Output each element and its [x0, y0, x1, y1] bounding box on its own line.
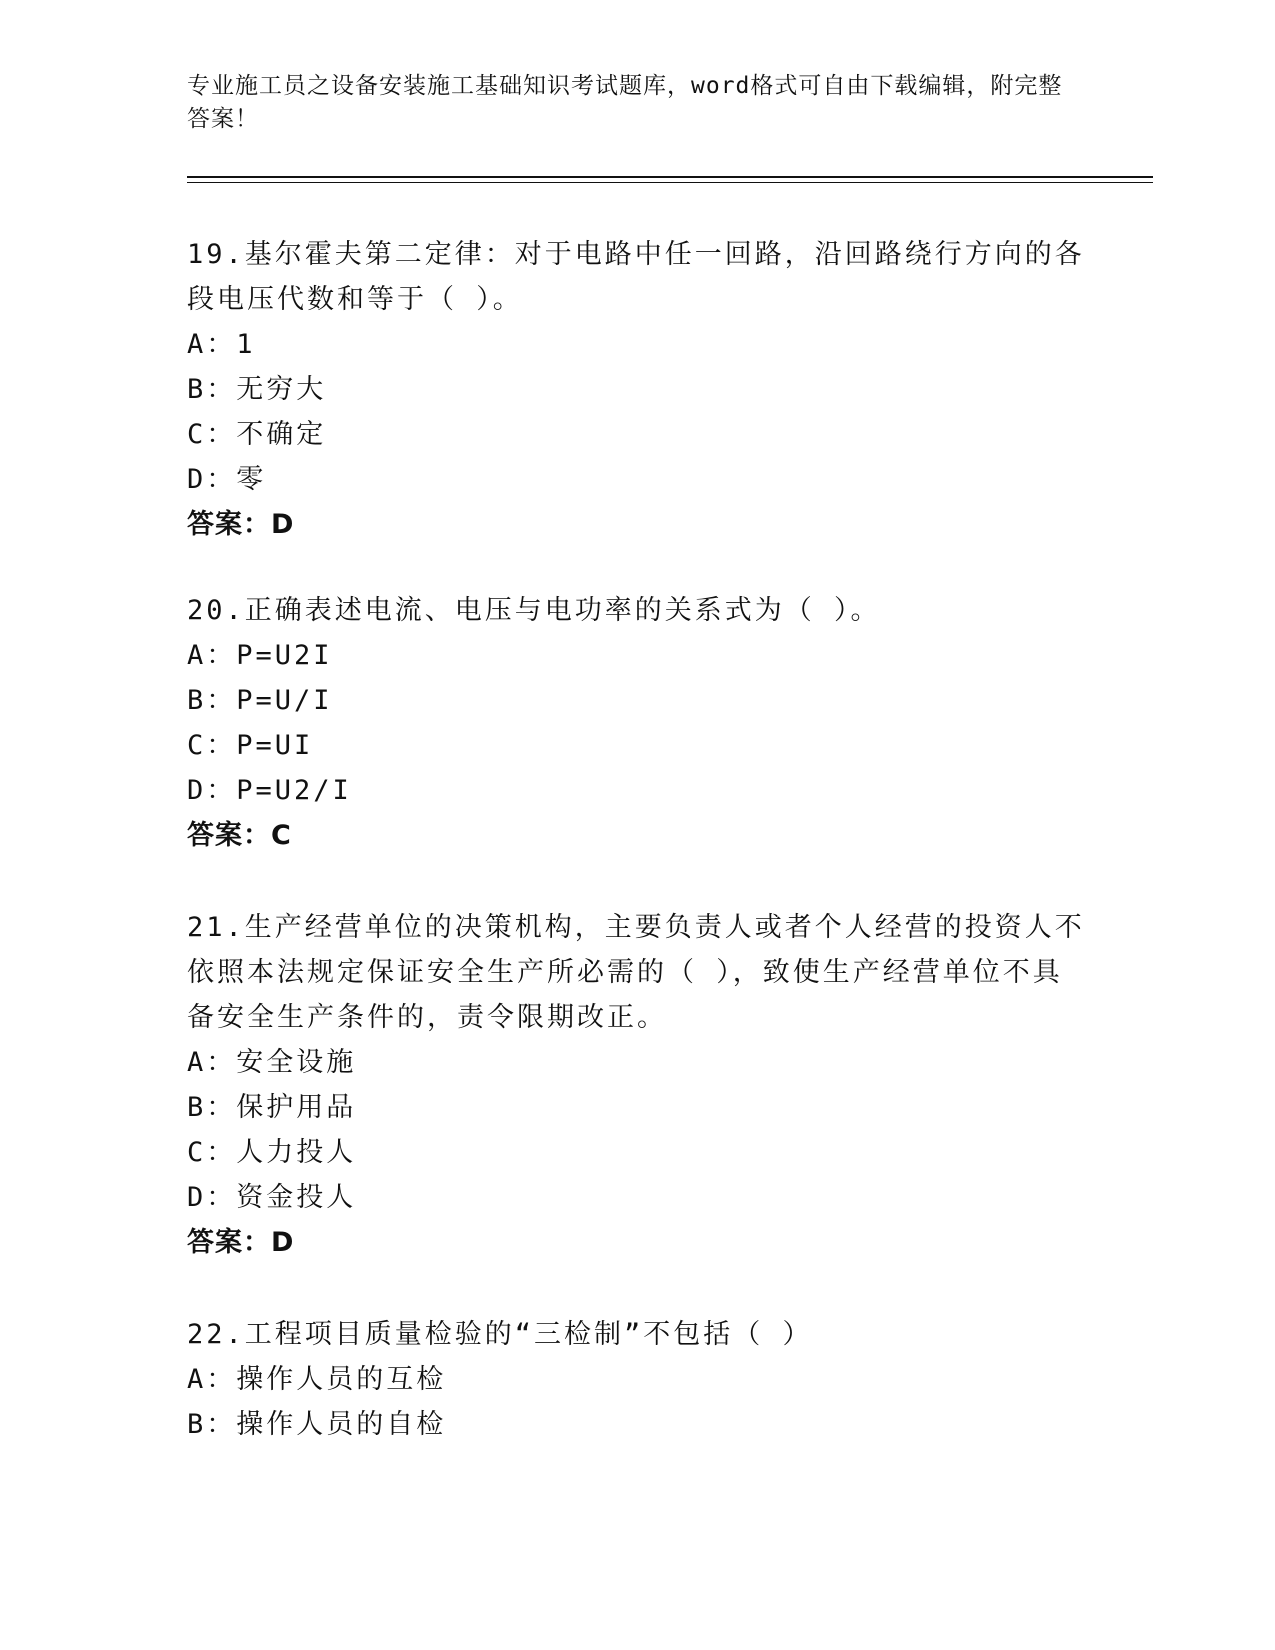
option-c	[187, 1130, 1087, 1175]
option-b	[187, 1085, 1087, 1130]
question-stem: 20.正确表述电流、电压与电功率的关系式为（ ）。	[187, 595, 881, 626]
option-key: C：	[187, 1137, 237, 1168]
option-key: B：	[187, 685, 237, 716]
document-header	[187, 70, 1077, 136]
header-divider-thin	[187, 182, 1153, 183]
header-text: 专业施工员之设备安装施工基础知识考试题库，word格式可自由下载编辑，附完整答案！	[187, 73, 1063, 132]
question-stem: 21.生产经营单位的决策机构，主要负责人或者个人经营的投资人不依照本法规定保证安全生产所必需的（ ），致使生产经营单位不具备安全生产条件的，责令限期改正。	[187, 912, 1085, 1033]
option-key: A：	[187, 1047, 237, 1078]
option-c	[187, 723, 1087, 768]
option-key: C：	[187, 419, 237, 450]
option-key: B：	[187, 1092, 237, 1123]
option-key: A：	[187, 1364, 237, 1395]
option-key: A：	[187, 329, 237, 360]
question-19	[187, 232, 1087, 547]
option-text: 人力投人	[236, 1137, 357, 1168]
option-text: 零	[236, 464, 267, 495]
option-c	[187, 412, 1087, 457]
option-key: D：	[187, 775, 237, 806]
option-text: P=U2/I	[236, 775, 352, 806]
question-22	[187, 1312, 1087, 1447]
option-key: D：	[187, 464, 237, 495]
option-b	[187, 1402, 1087, 1447]
option-key: B：	[187, 374, 237, 405]
question-21	[187, 905, 1087, 1265]
option-d	[187, 1175, 1087, 1220]
question-stem: 22.工程项目质量检验的“三检制”不包括（ ）	[187, 1319, 813, 1350]
option-text: 保护用品	[236, 1092, 357, 1123]
option-text: 安全设施	[236, 1047, 357, 1078]
option-a	[187, 633, 1087, 678]
option-text: 不确定	[236, 419, 327, 450]
option-key: C：	[187, 730, 237, 761]
option-text: 无穷大	[236, 374, 327, 405]
question-stem: 19.基尔霍夫第二定律：对于电路中任一回路，沿回路绕行方向的各段电压代数和等于（ ）。	[187, 239, 1085, 315]
option-key: D：	[187, 1182, 237, 1213]
question-20	[187, 588, 1087, 858]
option-d	[187, 457, 1087, 502]
option-text: P=U/I	[236, 685, 333, 716]
option-text: 1	[236, 329, 256, 360]
header-divider-thick	[187, 176, 1153, 178]
option-text: 操作人员的互检	[236, 1364, 447, 1395]
option-key: A：	[187, 640, 237, 671]
option-text: P=UI	[236, 730, 314, 761]
option-a	[187, 1040, 1087, 1085]
option-d	[187, 768, 1087, 813]
option-key: B：	[187, 1409, 237, 1440]
option-text: 操作人员的自检	[236, 1409, 447, 1440]
option-b	[187, 367, 1087, 412]
answer-line: 答案：D	[187, 1227, 295, 1258]
option-a	[187, 1357, 1087, 1402]
option-text: P=U2I	[236, 640, 333, 671]
option-b	[187, 678, 1087, 723]
answer-line: 答案：D	[187, 509, 295, 540]
answer-line: 答案：C	[187, 820, 292, 851]
option-text: 资金投人	[236, 1182, 357, 1213]
option-a	[187, 322, 1087, 367]
